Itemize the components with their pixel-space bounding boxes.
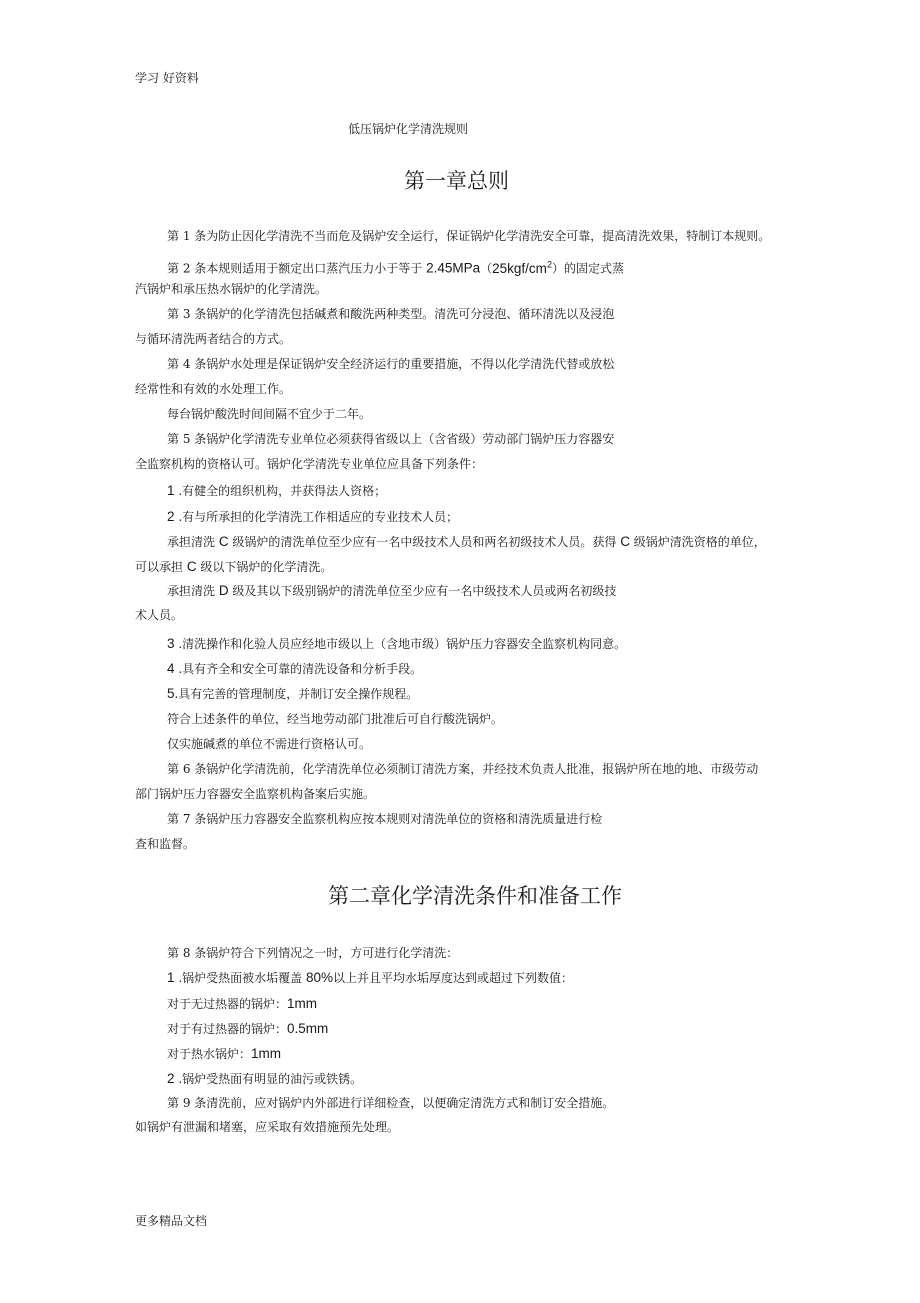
text-line: 汽锅炉和承压热水锅炉的化学清洗。 [135,282,328,296]
text-line: 1 .锅炉受热面被水垢覆盖 80%以上并且平均水垢厚度达到或超过下列数值： [167,970,574,985]
text-line: 仅实施碱煮的单位不需进行资格认可。 [167,737,372,751]
text-line: 与循环清洗两者结合的方式。 [135,332,292,346]
text-line: 全监察机构的资格认可。锅炉化学清洗专业单位应具备下列条件： [135,457,484,471]
text-line: 符合上述条件的单位，经当地劳动部门批准后可自行酸洗锅炉。 [167,712,504,726]
text-line: 第 4 条锅炉水处理是保证锅炉安全经济运行的重要措施，不得以化学清洗代替或放松 [167,357,615,371]
text-line: 如锅炉有泄漏和堵塞，应采取有效措施预先处理。 [135,1120,400,1134]
text-line: 第 1 条为防止因化学清洗不当而危及锅炉安全运行，保证锅炉化学清洗安全可靠，提高清洗效果，特制订本规则。 [167,229,771,243]
text-line: 1 .有健全的组织机构，并获得法人资格； [167,483,387,498]
text-line: 对于无过热器的锅炉：1mm [167,996,318,1011]
text-line: 对于热水锅炉：1mm [167,1046,282,1061]
text-line: 部门锅炉压力容器安全监察机构备案后实施。 [135,787,376,801]
text-line: 4 .具有齐全和安全可靠的清洗设备和分析手段。 [167,661,423,676]
text-line: 可以承担 C 级以下锅炉的化学清洗。 [135,559,333,574]
text-line: 查和监督。 [135,837,196,851]
text-line: 5.具有完善的管理制度，并制订安全操作规程。 [167,686,419,701]
text-line: 3 .清洗操作和化验人员应经地市级以上（含地市级）锅炉压力容器安全监察机构同意。 [167,636,627,651]
page-footer: 更多精品文档 [135,1214,208,1228]
text-line: 承担清洗 C 级锅炉的清洗单位至少应有一名中级技术人员和两名初级技术人员。获得 C 级锅炉清洗资格的单位， [167,534,766,549]
chapter1-heading: 第一章总则 [404,169,509,193]
text-line: 第 2 条本规则适用于额定出口蒸汽压力小于等于 $2.45MPa(25kgf/cm^2)$的固定式蒸 [167,259,624,276]
text-line: 经常性和有效的水处理工作。 [135,382,292,396]
text-line: 承担清洗 D 级及其以下级别锅炉的清洗单位至少应有一名中级技术人员或两名初级技 [167,583,617,598]
text-line: 第 7 条锅炉压力容器安全监察机构应按本规则对清洗单位的资格和清洗质量进行检 [167,812,603,826]
text-line: 术人员。 [135,608,184,622]
text-line: 第 5 条锅炉化学清洗专业单位必须获得省级以上（含省级）劳动部门锅炉压力容器安 [167,432,615,446]
text-line: 2 .锅炉受热面有明显的油污或铁锈。 [167,1071,363,1086]
text-line: 对于有过热器的锅炉：0.5mm [167,1021,329,1036]
page-header: 学习 好资料 [135,71,199,85]
text-line: 第 8 条锅炉符合下列情况之一时，方可进行化学清洗： [167,946,459,960]
document-title: 低压锅炉化学清洗规则 [348,122,469,136]
text-line: 每台锅炉酸洗时间间隔不宜少于二年。 [167,407,372,421]
chapter2-heading: 第二章化学清洗条件和准备工作 [328,884,622,908]
text-line: 第 9 条清洗前，应对锅炉内外部进行详细检查，以便确定清洗方式和制订安全措施。 [167,1096,615,1110]
text-line: 2 .有与所承担的化学清洗工作相适应的专业技术人员； [167,509,459,524]
text-line: 第 3 条锅炉的化学清洗包括碱煮和酸洗两种类型。清洗可分浸泡、循环清洗以及浸泡 [167,307,615,321]
text-line: 第 6 条锅炉化学清洗前，化学清洗单位必须制订清洗方案，并经技术负责人批准，报锅炉所在地的地、市级劳动 [167,762,759,776]
